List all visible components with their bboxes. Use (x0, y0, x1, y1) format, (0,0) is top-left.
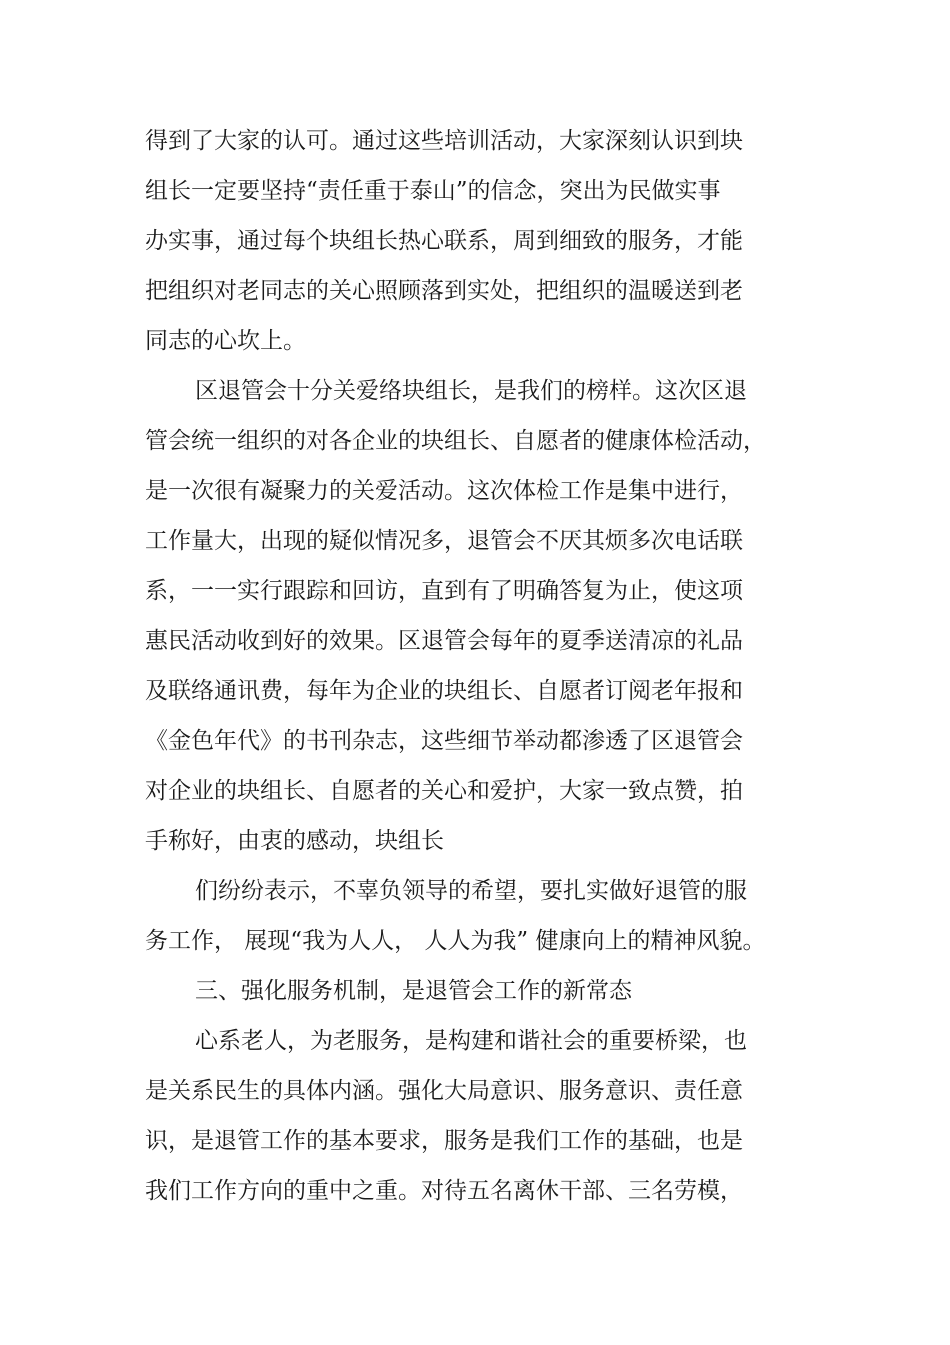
text-line: 识，是退管工作的基本要求，服务是我们工作的基础，也是 (145, 1128, 743, 1154)
text-line: 《金色年代》的书刊杂志，这些细节举动都渗透了区退管会 (145, 728, 743, 754)
text-line: 组长一定要坚持“责任重于泰山”的信念，突出为民做实事 (145, 178, 721, 204)
text-line: 手称好，由衷的感动，块组长 (145, 828, 444, 854)
section-heading: 三、强化服务机制，是退管会工作的新常态 (195, 978, 632, 1004)
text-line: 同志的心坎上。 (145, 328, 306, 354)
text-line: 是一次很有凝聚力的关爱活动。这次体检工作是集中进行， (145, 478, 743, 504)
text-line: 惠民活动收到好的效果。区退管会每年的夏季送清凉的礼品 (145, 628, 743, 654)
text-line: 管会统一组织的对各企业的块组长、自愿者的健康体检活动， (145, 428, 766, 454)
text-line: 我们工作方向的重中之重。对待五名离休干部、三名劳模， (145, 1178, 743, 1204)
text-line: 办实事，通过每个块组长热心联系，周到细致的服务，才能 (145, 228, 743, 254)
text-line: 工作量大，出现的疑似情况多，退管会不厌其烦多次电话联 (145, 528, 743, 554)
text-line: 及联络通讯费，每年为企业的块组长、自愿者订阅老年报和 (145, 678, 743, 704)
text-line: 系，一一实行跟踪和回访，直到有了明确答复为止，使这项 (145, 578, 743, 604)
text-line: 得到了大家的认可。通过这些培训活动，大家深刻认识到块 (145, 128, 743, 154)
paragraph-start-line: 们纷纷表示，不辜负领导的希望，要扎实做好退管的服 (195, 878, 747, 904)
text-line: 对企业的块组长、自愿者的关心和爱护，大家一致点赞，拍 (145, 778, 743, 804)
text-line: 把组织对老同志的关心照顾落到实处，把组织的温暖送到老 (145, 278, 743, 304)
text-line: 务工作， 展现“我为人人， 人人为我” 健康向上的精神风貌。 (145, 928, 766, 954)
paragraph-start-line: 区退管会十分关爱络块组长，是我们的榜样。这次区退 (195, 378, 747, 404)
paragraph-start-line: 心系老人，为老服务，是构建和谐社会的重要桥梁，也 (195, 1028, 747, 1054)
text-line: 是关系民生的具体内涵。强化大局意识、服务意识、责任意 (145, 1078, 743, 1104)
